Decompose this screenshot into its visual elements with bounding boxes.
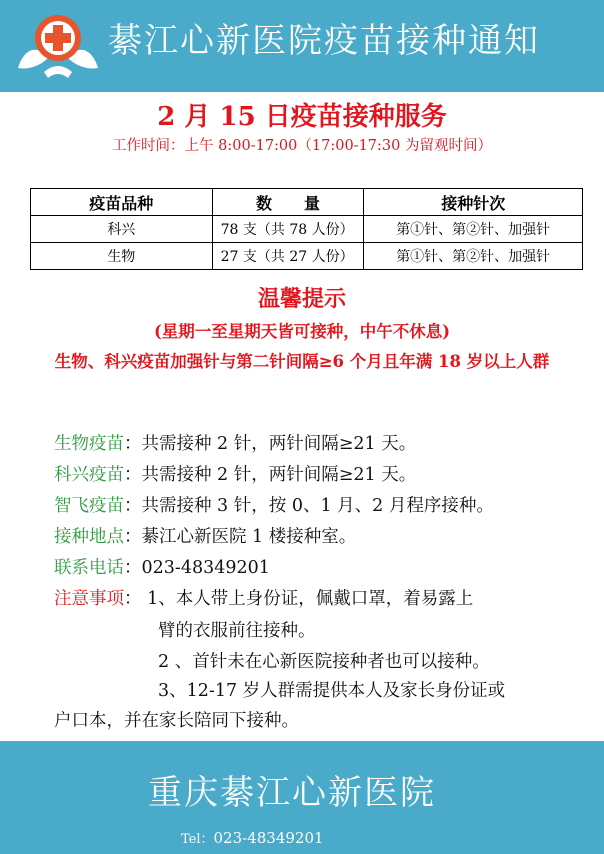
info-line-notes xyxy=(54,585,473,610)
info-line-phone xyxy=(54,554,270,579)
booster-rule: 生物、科兴疫苗加强针与第二针间隔≥6 个月且年满 18 岁以上人群 xyxy=(54,352,550,371)
note-item-1: ： 1、本人带上身份证，佩戴口罩，着易露上 xyxy=(124,589,474,609)
table-header-row xyxy=(31,189,583,216)
hospital-name: 重庆綦江心新医院 xyxy=(148,773,436,813)
table-row xyxy=(31,243,583,270)
info-label: 联系电话 xyxy=(54,558,124,578)
table-header-cell: 数 量 xyxy=(212,189,364,216)
info-label: 接种地点 xyxy=(54,527,124,547)
info-label: 智飞疫苗 xyxy=(54,496,124,516)
header-banner xyxy=(0,0,604,92)
page-title: 綦江心新医院疫苗接种通知 xyxy=(108,21,540,61)
table-cell: 78 支（共 78 人份） xyxy=(212,216,364,243)
note-item-3: 3、12-17 岁人群需提供本人及家长身份证或 xyxy=(158,681,506,701)
table-cell: 生物 xyxy=(31,243,213,270)
info-text: ：023-48349201 xyxy=(124,558,270,578)
tips-subtitle: (星期一至星期天皆可接种，中午不休息) xyxy=(153,322,451,341)
footer-phone xyxy=(181,828,324,847)
info-line-location xyxy=(54,523,356,548)
tel-value: 023-48349201 xyxy=(213,829,324,847)
service-title: 2 月 15 日疫苗接种服务 xyxy=(157,102,447,132)
info-label: 科兴疫苗 xyxy=(54,465,124,485)
info-line-bio xyxy=(54,430,416,455)
note-item-3-cont: 户口本，并在家长陪同下接种。 xyxy=(54,711,299,731)
table-cell: 科兴 xyxy=(31,216,213,243)
info-label: 生物疫苗 xyxy=(54,434,124,454)
info-text: ：綦江心新医院 1 楼接种室。 xyxy=(124,527,357,547)
info-text: ：共需接种 3 针，按 0、1 月、2 月程序接种。 xyxy=(124,496,494,516)
table-header-cell: 疫苗品种 xyxy=(31,189,213,216)
table-cell: 27 支（共 27 人份） xyxy=(212,243,364,270)
note-item-1-cont: 臂的衣服前往接种。 xyxy=(158,621,316,641)
table-header-cell: 接种针次 xyxy=(364,189,583,216)
table-cell: 第①针、第②针、加强针 xyxy=(364,243,583,270)
table-cell: 第①针、第②针、加强针 xyxy=(364,216,583,243)
footer-banner xyxy=(0,741,604,854)
info-line-zhifei xyxy=(54,492,494,517)
info-text: ：共需接种 2 针，两针间隔≥21 天。 xyxy=(124,465,417,485)
vaccine-table xyxy=(30,188,583,270)
tel-label: Tel： xyxy=(181,832,214,847)
tips-title: 温馨提示 xyxy=(257,286,346,312)
table-row xyxy=(31,216,583,243)
info-label: 注意事项 xyxy=(54,589,124,609)
info-line-kexing xyxy=(54,461,416,486)
work-time: 工作时间：上午 8:00-17:00（17:00-17:30 为留观时间） xyxy=(112,138,492,154)
note-item-2: 2 、首针未在心新医院接种者也可以接种。 xyxy=(158,652,490,672)
hospital-logo xyxy=(14,8,102,80)
info-text: ：共需接种 2 针，两针间隔≥21 天。 xyxy=(124,434,417,454)
